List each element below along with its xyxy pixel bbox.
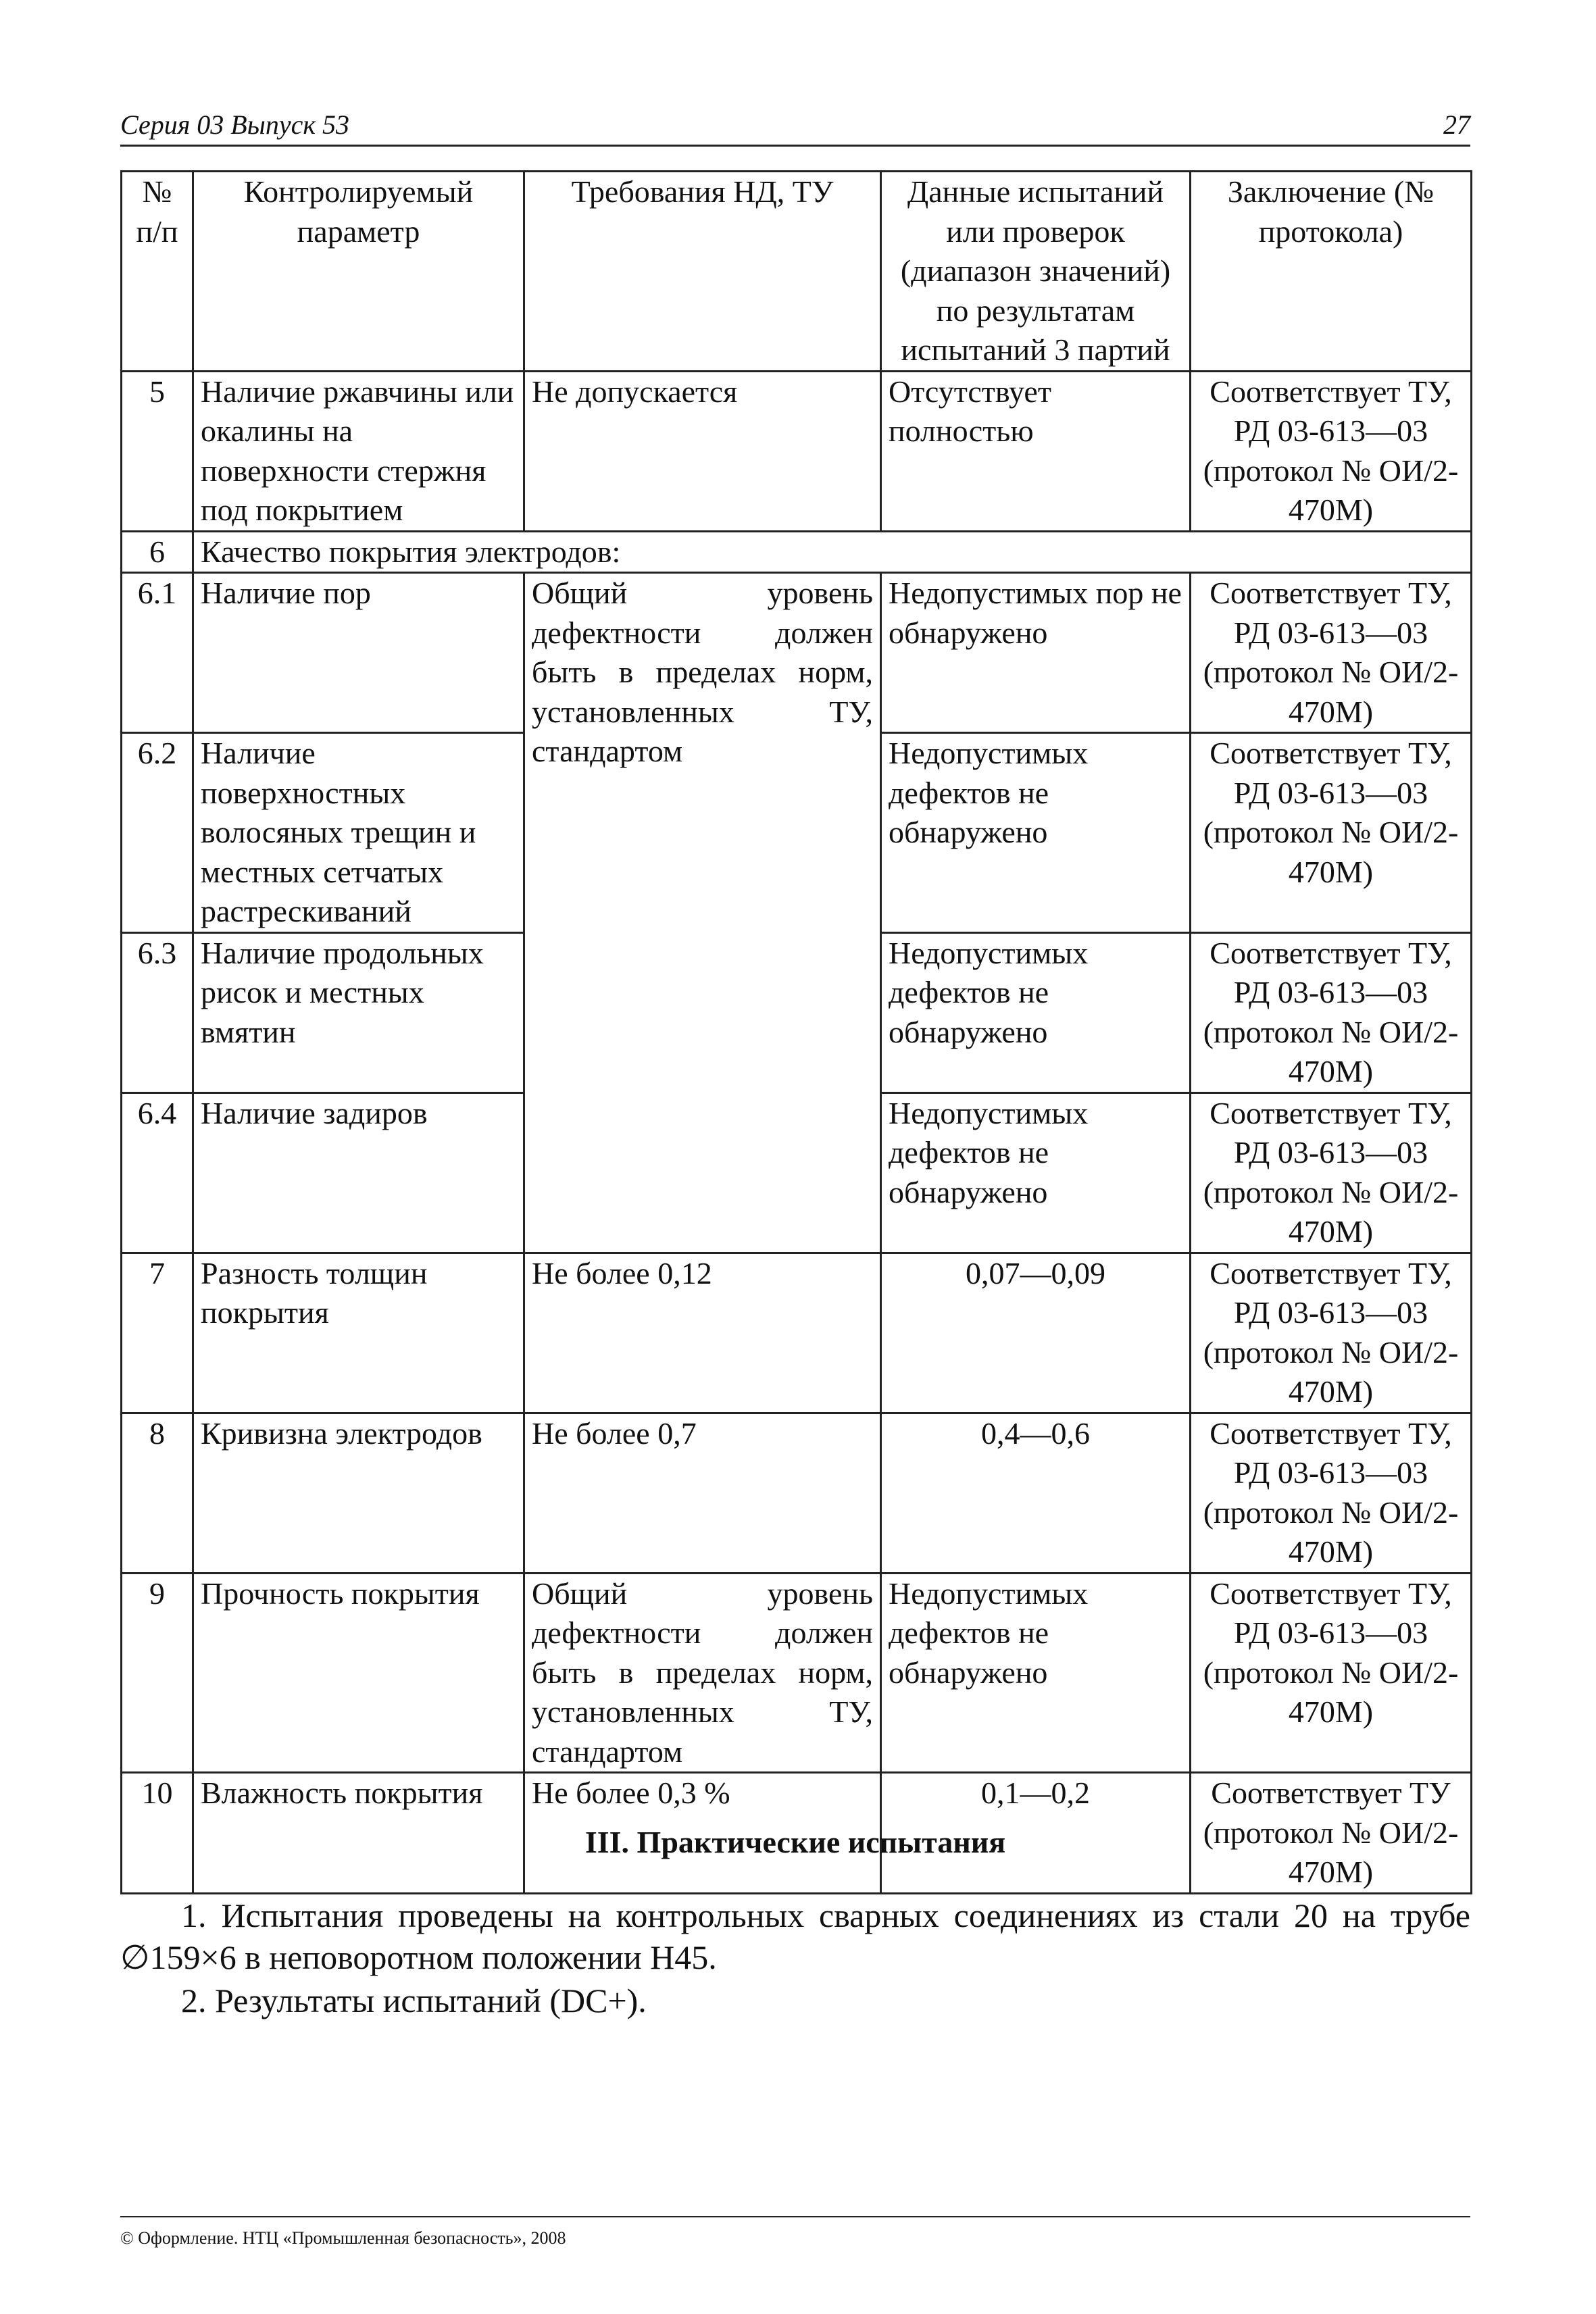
cell-param: Разность толщин покрытия [193, 1253, 524, 1413]
paragraph-2: 2. Результаты испытаний (DC+). [181, 1982, 647, 2019]
paragraph-1: 1. Испытания проведены на контрольных сварных соединениях из стали 20 на трубе ∅159×6 в неповоротном положении Н45. [120, 1896, 1470, 1976]
table-row [122, 1573, 1472, 1773]
table-row [122, 531, 1472, 573]
col-header-param: Контролируемый параметр [193, 172, 524, 372]
cell-data: Недопустимых дефектов не обнаружено [881, 932, 1191, 1092]
cell-num: 6 [122, 531, 193, 573]
col-header-data: Данные испытаний или проверок (диапазон значений) по результатам испытаний 3 партий [881, 172, 1191, 372]
cell-data: 0,07—0,09 [881, 1253, 1191, 1413]
cell-data: Недопустимых дефектов не обнаружено [881, 1092, 1191, 1253]
cell-param: Наличие ржавчины или окалины на поверхности стержня под покрытием [193, 371, 524, 531]
cell-data: Недопустимых пор не обнаружено [881, 573, 1191, 733]
cell-param: Наличие продольных рисок и местных вмятин [193, 932, 524, 1092]
col-header-concl: Заключение (№ протокола) [1191, 172, 1472, 372]
cell-param: Прочность покрытия [193, 1573, 524, 1773]
cell-num: 6.2 [122, 733, 193, 933]
footer-divider [120, 2216, 1470, 2217]
cell-concl: Соответствует ТУ, РД 03-613—03 (протокол № ОИ/2-470М) [1191, 932, 1472, 1092]
cell-num: 6.3 [122, 932, 193, 1092]
table-row [122, 1253, 1472, 1413]
section-title: III. Практические испытания [584, 1825, 1006, 1859]
cell-num: 10 [122, 1773, 193, 1894]
cell-req: Не более 0,3 % [524, 1773, 881, 1894]
cell-req: Общий уровень дефектности должен быть в пределах норм, установленных ТУ, стандартом [524, 1573, 881, 1773]
table-row [122, 573, 1472, 733]
cell-concl: Соответствует ТУ, РД 03-613—03 (протокол № ОИ/2-470М) [1191, 573, 1472, 733]
cell-concl: Соответствует ТУ, РД 03-613—03 (протокол № ОИ/2-470М) [1191, 1253, 1472, 1413]
cell-param: Наличие задиров [193, 1092, 524, 1253]
cell-req: Не более 0,7 [524, 1413, 881, 1573]
cell-data: 0,4—0,6 [881, 1413, 1191, 1573]
cell-num: 9 [122, 1573, 193, 1773]
cell-group-title: Качество покрытия электродов: [193, 531, 1472, 573]
cell-num: 6.1 [122, 573, 193, 733]
cell-concl: Соответствует ТУ, РД 03-613—03 (протокол № ОИ/2-470М) [1191, 1573, 1472, 1773]
table-row [122, 371, 1472, 531]
cell-num: 7 [122, 1253, 193, 1413]
cell-data: 0,1—0,2 [881, 1773, 1191, 1894]
cell-req: Не допускается [524, 371, 881, 531]
cell-data: Отсутствует полностью [881, 371, 1191, 531]
cell-num: 5 [122, 371, 193, 531]
cell-concl: Соответствует ТУ, РД 03-613—03 (протокол № ОИ/2-470М) [1191, 1092, 1472, 1253]
col-header-req: Требования НД, ТУ [524, 172, 881, 372]
parameters-table [120, 170, 1472, 1894]
table-row [122, 1413, 1472, 1573]
cell-req-merged: Общий уровень дефектности должен быть в пределах норм, установленных ТУ, стандартом [524, 573, 881, 1253]
cell-param: Наличие поверхностных волосяных трещин и местных сетчатых растрескиваний [193, 733, 524, 933]
page-header [120, 107, 1470, 147]
cell-data: Недопустимых дефектов не обнаружено [881, 733, 1191, 933]
footer-copyright: © Оформление. НТЦ «Промышленная безопасность», 2008 [120, 2228, 566, 2248]
cell-concl: Соответствует ТУ, РД 03-613—03 (протокол № ОИ/2-470М) [1191, 733, 1472, 933]
cell-param: Влажность покрытия [193, 1773, 524, 1894]
cell-num: 8 [122, 1413, 193, 1573]
cell-param: Наличие пор [193, 573, 524, 733]
cell-req: Не более 0,12 [524, 1253, 881, 1413]
cell-concl: Соответствует ТУ (протокол № ОИ/2-470М) [1191, 1773, 1472, 1894]
cell-num: 6.4 [122, 1092, 193, 1253]
col-header-num: № п/п [122, 172, 193, 372]
table-header-row [122, 172, 1472, 372]
series-title: Серия 03 Выпуск 53 [120, 109, 350, 140]
page-number: 27 [1443, 109, 1470, 140]
cell-data: Недопустимых дефектов не обнаружено [881, 1573, 1191, 1773]
cell-concl: Соответствует ТУ, РД 03-613—03 (протокол № ОИ/2-470М) [1191, 371, 1472, 531]
cell-concl: Соответствует ТУ, РД 03-613—03 (протокол № ОИ/2-470М) [1191, 1413, 1472, 1573]
cell-param: Кривизна электродов [193, 1413, 524, 1573]
